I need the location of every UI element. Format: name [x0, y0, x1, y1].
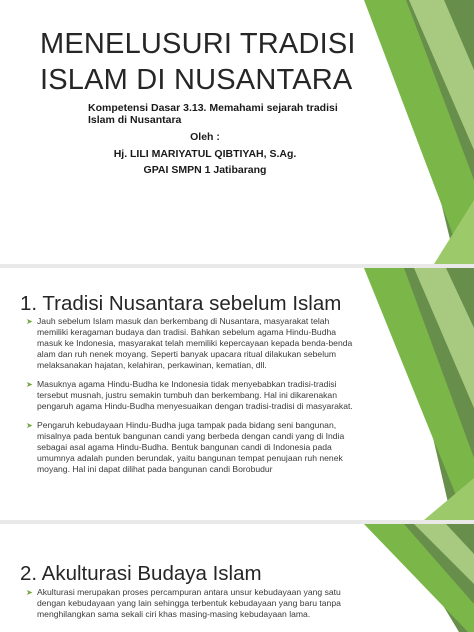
slide-title: [0, 0, 474, 264]
bullet-list: [26, 587, 362, 628]
presentation-title: MENELUSURI TRADISI ISLAM DI NUSANTARA: [40, 28, 356, 96]
slide-heading: 2. Akulturasi Budaya Islam: [20, 562, 262, 585]
arrow-bullet-icon: ➤: [26, 421, 33, 430]
arrow-bullet-icon: ➤: [26, 380, 33, 389]
bullet-list: [26, 316, 362, 483]
bullet-item: ➤ Akulturasi merupakan proses percampuran antara unsur kebudayaan yang satu dengan kebudayaan yang lain sehingga terbentuk kebudayaan yang baru tanpa menghilangkan sama sekali ciri khas masing-masing kebudayaan lama.: [26, 587, 341, 619]
slide-heading: 1. Tradisi Nusantara sebelum Islam: [20, 292, 342, 315]
green-decoration: [364, 268, 474, 520]
school-name: GPAI SMPN 1 Jatibarang: [143, 164, 267, 176]
bullet-item: ➤ Masuknya agama Hindu-Budha ke Indonesia tidak menyebabkan tradisi-tradisi tersebut musnah, justru semakin tumbuh dan berkembang. Hal ini dikarenakan pengaruh agama Hindu-Budha menyesuaikan dengan tradisi-tradisi di masyarakat.: [26, 379, 353, 411]
bullet-item: ➤ Pengaruh kebudayaan Hindu-Budha juga tampak pada bidang seni bangunan, misalnya pada bentuk bangunan candi yang berbeda dengan candi yang di India sebagai asal agama Hindu-Budha. Bentuk bangunan candi di Indonesia pada umumnya adalah punden berundak, yaitu bangunan tempat penujaan ruh nenek moyang. Hal ini dapat dilihat pada bangunan candi Borobudur: [26, 420, 345, 474]
green-decoration: [364, 524, 474, 632]
green-decoration: [364, 0, 474, 264]
arrow-bullet-icon: ➤: [26, 588, 33, 597]
slide-akulturasi: [0, 524, 474, 632]
bullet-item: ➤ Jauh sebelum Islam masuk dan berkembang di Nusantara, masyarakat telah memiliki keragaman budaya dan tradisi. Bahkan sebelum agama Hindu-Budha masuk ke Indonesia, masyarakat telah memiliki kepercayaan kepada benda-benda alam dan ruh nenek moyang. Seperti banyak upacara ritual dilakukan sebelum melaksanakan hajatan, kelahiran, perkawinan, kematian, dll.: [26, 316, 353, 370]
arrow-bullet-icon: ➤: [26, 317, 33, 326]
kompetensi-dasar: Kompetensi Dasar 3.13. Memahami sejarah tradisi Islam di Nusantara: [88, 102, 338, 126]
author-name: Hj. LILI MARIYATUL QIBTIYAH, S.Ag.: [113, 148, 297, 160]
slide-tradisi-nusantara: [0, 268, 474, 520]
by-label: Oleh :: [190, 131, 220, 143]
